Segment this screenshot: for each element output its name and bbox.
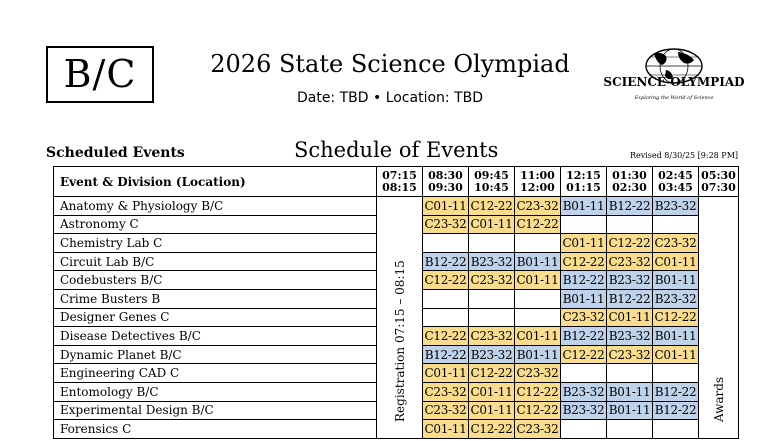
time-slot-cell: C12-22: [561, 345, 607, 364]
time-slot-cell: [423, 289, 469, 308]
time-slot-cell: [561, 215, 607, 234]
time-slot-cell: [561, 420, 607, 439]
time-slot-header: 12:15 01:15: [561, 167, 607, 197]
time-slot-cell: [607, 215, 653, 234]
schedule-table: [53, 166, 739, 439]
time-slot-cell: C23-32: [423, 382, 469, 401]
time-slot-cell: B23-32: [561, 401, 607, 420]
time-slot-cell: C23-32: [607, 252, 653, 271]
event-name: Crime Busters B: [54, 289, 377, 308]
event-name: Codebusters B/C: [54, 271, 377, 290]
time-slot-cell: B12-22: [653, 382, 699, 401]
time-slot-cell: B23-32: [653, 197, 699, 216]
time-slot-cell: B01-11: [653, 327, 699, 346]
time-slot-cell: [423, 234, 469, 253]
time-slot-cell: B12-22: [561, 327, 607, 346]
time-slot-cell: C01-11: [423, 197, 469, 216]
time-slot-cell: C01-11: [423, 420, 469, 439]
division-badge: B/C: [46, 46, 154, 103]
time-slot-cell: C12-22: [469, 364, 515, 383]
logo-tagline: Exploring the World of Science: [634, 95, 714, 101]
time-slot-cell: [561, 364, 607, 383]
time-slot-header: 05:30 07:30: [699, 167, 739, 197]
time-slot-cell: C12-22: [423, 327, 469, 346]
time-slot-cell: B01-11: [515, 252, 561, 271]
time-slot-cell: C12-22: [653, 308, 699, 327]
time-slot-cell: C23-32: [423, 215, 469, 234]
event-name: Experimental Design B/C: [54, 401, 377, 420]
event-name: Anatomy & Physiology B/C: [54, 197, 377, 216]
time-slot-cell: C01-11: [469, 215, 515, 234]
time-slot-cell: C23-32: [653, 234, 699, 253]
date-location: Date: TBD • Location: TBD: [296, 90, 484, 106]
time-slot-cell: B23-32: [607, 327, 653, 346]
time-slot-cell: C23-32: [515, 364, 561, 383]
time-slot-cell: C12-22: [515, 215, 561, 234]
revised-date: Revised 8/30/25 [9:28 PM]: [629, 151, 738, 160]
time-slot-header: 08:30 09:30: [423, 167, 469, 197]
time-slot-cell: [469, 234, 515, 253]
time-slot-cell: C01-11: [607, 308, 653, 327]
time-slot-cell: C23-32: [607, 345, 653, 364]
time-slot-cell: B23-32: [607, 271, 653, 290]
time-slot-cell: C12-22: [607, 234, 653, 253]
time-slot-cell: [653, 364, 699, 383]
event-name: Entomology B/C: [54, 382, 377, 401]
time-slot-cell: [469, 289, 515, 308]
logo-text: SCIENCE OLYMPIAD: [603, 75, 745, 89]
time-slot-cell: C23-32: [469, 327, 515, 346]
time-slot-cell: C23-32: [423, 401, 469, 420]
time-slot-cell: B12-22: [423, 252, 469, 271]
time-slot-cell: C12-22: [515, 401, 561, 420]
time-slot-header: 11:00 12:00: [515, 167, 561, 197]
time-slot-cell: B23-32: [469, 345, 515, 364]
event-column-header: Event & Division (Location): [54, 167, 377, 197]
awards-column: [699, 197, 739, 439]
time-slot-cell: B01-11: [607, 382, 653, 401]
time-slot-cell: B23-32: [653, 289, 699, 308]
registration-column: [377, 197, 423, 439]
time-slot-cell: C01-11: [515, 271, 561, 290]
header-row: [54, 167, 739, 197]
time-slot-cell: C01-11: [515, 327, 561, 346]
registration-label: Registration 07:15 – 08:15: [392, 259, 407, 422]
time-slot-cell: C23-32: [469, 271, 515, 290]
time-slot-cell: [515, 308, 561, 327]
time-slot-cell: B12-22: [561, 271, 607, 290]
event-name: Astronomy C: [54, 215, 377, 234]
time-slot-cell: C23-32: [515, 197, 561, 216]
time-slot-cell: [469, 308, 515, 327]
section-label: Scheduled Events: [46, 145, 185, 161]
time-slot-cell: C12-22: [515, 382, 561, 401]
time-slot-cell: C01-11: [653, 252, 699, 271]
time-slot-cell: C12-22: [423, 271, 469, 290]
time-slot-cell: B23-32: [561, 382, 607, 401]
time-slot-cell: B01-11: [607, 401, 653, 420]
time-slot-cell: [653, 215, 699, 234]
event-name: Engineering CAD C: [54, 364, 377, 383]
time-slot-cell: [607, 364, 653, 383]
time-slot-cell: C12-22: [561, 252, 607, 271]
time-slot-cell: C23-32: [561, 308, 607, 327]
science-olympiad-logo: [603, 46, 745, 108]
time-slot-cell: B12-22: [607, 289, 653, 308]
time-slot-cell: C01-11: [469, 382, 515, 401]
time-slot-cell: B12-22: [423, 345, 469, 364]
time-slot-header: 07:15 08:15: [377, 167, 423, 197]
event-name: Disease Detectives B/C: [54, 327, 377, 346]
time-slot-cell: C01-11: [561, 234, 607, 253]
time-slot-cell: [423, 308, 469, 327]
time-slot-cell: C23-32: [515, 420, 561, 439]
time-slot-cell: [515, 234, 561, 253]
time-slot-cell: B12-22: [653, 401, 699, 420]
event-name: Chemistry Lab C: [54, 234, 377, 253]
event-name: Forensics C: [54, 420, 377, 439]
time-slot-cell: C12-22: [469, 420, 515, 439]
time-slot-cell: [653, 420, 699, 439]
event-name: Circuit Lab B/C: [54, 252, 377, 271]
time-slot-header: 02:45 03:45: [653, 167, 699, 197]
time-slot-cell: B12-22: [607, 197, 653, 216]
page-title: 2026 State Science Olympiad: [210, 50, 570, 78]
time-slot-cell: B01-11: [515, 345, 561, 364]
event-name: Designer Genes C: [54, 308, 377, 327]
time-slot-cell: C01-11: [653, 345, 699, 364]
table-row: [54, 197, 739, 216]
time-slot-cell: B01-11: [561, 289, 607, 308]
globe-icon: [603, 46, 745, 108]
time-slot-header: 01:30 02:30: [607, 167, 653, 197]
time-slot-cell: C01-11: [423, 364, 469, 383]
time-slot-cell: B23-32: [469, 252, 515, 271]
time-slot-cell: [607, 420, 653, 439]
time-slot-cell: C12-22: [469, 197, 515, 216]
time-slot-cell: B01-11: [561, 197, 607, 216]
time-slot-cell: C01-11: [469, 401, 515, 420]
time-slot-cell: [515, 289, 561, 308]
event-name: Dynamic Planet B/C: [54, 345, 377, 364]
awards-label: Awards: [711, 376, 726, 422]
time-slot-cell: B01-11: [653, 271, 699, 290]
schedule-title: Schedule of Events: [294, 138, 499, 162]
time-slot-header: 09:45 10:45: [469, 167, 515, 197]
